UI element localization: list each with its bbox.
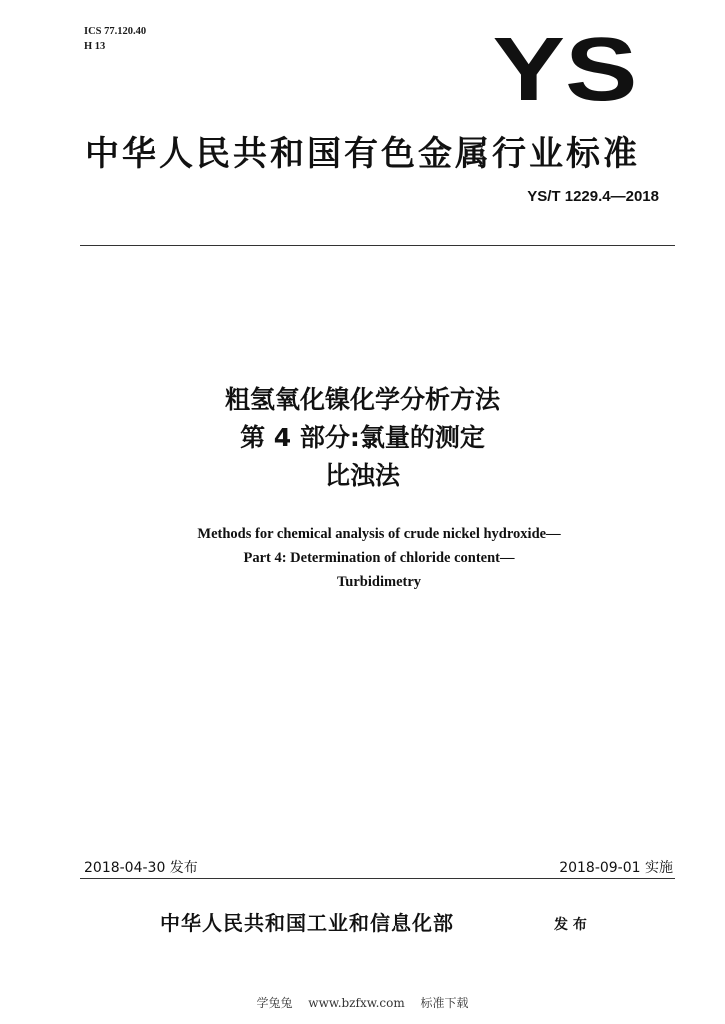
chinese-title-line-3: 比浊法 (324, 461, 400, 490)
english-title-line-2: Part 4: Determination of chloride content— (243, 550, 515, 566)
header-divider (80, 245, 675, 246)
watermark-slogan: 标准下载 (420, 996, 469, 1010)
watermark-url[interactable]: www.bzfxw.com (308, 996, 405, 1010)
watermark-site-name: 学兔兔 (256, 996, 293, 1010)
standard-number: YS/T 1229.4—2018 (527, 188, 659, 205)
ys-logo (490, 30, 640, 110)
chinese-title (0, 381, 725, 495)
organization-title: 中华人民共和国有色金属行业标准 (85, 134, 640, 174)
issuing-authority: 中华人民共和国工业和信息化部 (160, 911, 454, 935)
ys-logo-text: YS (492, 30, 638, 110)
classification-codes (84, 24, 146, 54)
issue-action: 发 布 (554, 917, 587, 933)
english-title-line-1: Methods for chemical analysis of crude nickel hydroxide— (197, 526, 561, 542)
watermark (0, 994, 725, 1011)
ccs-code: H 13 (84, 41, 106, 52)
chinese-title-line-1: 粗氢氧化镍化学分析方法 (224, 385, 500, 414)
footer-divider (80, 878, 675, 879)
english-title (0, 522, 725, 594)
ics-code: ICS 77.120.40 (84, 26, 147, 37)
implementation-date: 2018-09-01 实施 (559, 860, 673, 876)
chinese-title-line-2: 第 4 部分:氯量的测定 (240, 423, 485, 452)
english-title-line-3: Turbidimetry (336, 574, 422, 590)
issue-date: 2018-04-30 发布 (84, 860, 198, 876)
